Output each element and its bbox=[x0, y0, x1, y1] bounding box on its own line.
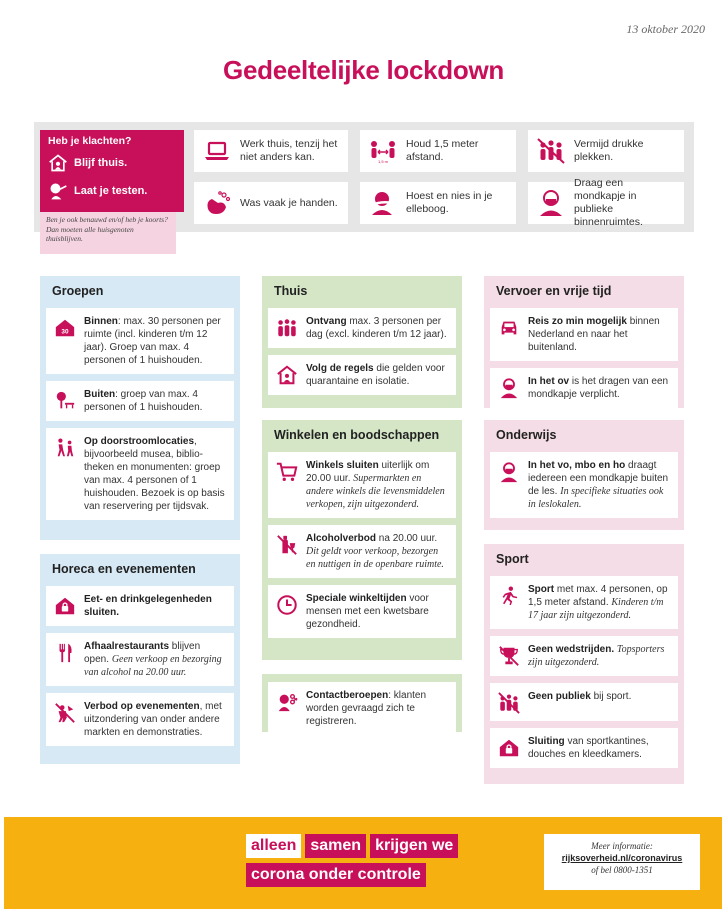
house-person-icon bbox=[48, 153, 68, 173]
runner-icon bbox=[498, 585, 520, 607]
avoid-crowds-text: Vermijd drukke plekken. bbox=[574, 138, 644, 163]
slogan-word: krijgen we bbox=[370, 834, 458, 858]
house-30-icon bbox=[54, 317, 76, 339]
face-mask-text: Draag een mondkapje in publieke binnenruimtes. bbox=[574, 177, 643, 228]
distance-card bbox=[360, 130, 516, 172]
list-item bbox=[490, 683, 678, 721]
wash-hands-text: Was vaak je handen. bbox=[240, 196, 338, 209]
list-item bbox=[46, 586, 234, 626]
slogan-word: samen bbox=[305, 834, 366, 858]
section-title: Sport bbox=[496, 552, 529, 566]
list-item bbox=[46, 381, 234, 421]
tree-bench-icon bbox=[54, 390, 76, 412]
distance-icon bbox=[368, 137, 398, 165]
house-outline-icon bbox=[276, 364, 298, 386]
info-phone: of bel 0800-1351 bbox=[591, 865, 653, 875]
item-text: Sluiting van sportkantines, douches en kleedkamers. bbox=[528, 736, 649, 760]
list-item bbox=[268, 682, 456, 735]
clock-icon bbox=[276, 594, 298, 616]
get-tested-row bbox=[48, 181, 176, 201]
work-home-card bbox=[194, 130, 348, 172]
closed-house-icon bbox=[54, 595, 76, 617]
avoid-crowds-card bbox=[528, 130, 684, 172]
item-text: Ontvang max. 3 personen per dag (excl. kinderen t/m 12 jaar). bbox=[306, 316, 447, 340]
shopping-cart-icon bbox=[276, 461, 298, 483]
distance-icon-label: 1,5 m bbox=[377, 159, 389, 164]
walking-people-icon bbox=[54, 437, 76, 459]
item-text: Volg de regels die gelden voor quarantaine en isolatie. bbox=[306, 363, 445, 387]
three-people-icon bbox=[276, 317, 298, 339]
hands-wash-icon bbox=[202, 189, 232, 217]
face-mask-icon bbox=[498, 461, 520, 483]
slogan-word: alleen bbox=[246, 834, 301, 858]
section-groepen bbox=[40, 276, 240, 540]
get-tested-label: Laat je testen. bbox=[74, 185, 148, 197]
item-text: Reis zo min mogelijk binnen Nederland en naar het buitenland. bbox=[528, 316, 660, 353]
test-swab-icon bbox=[48, 181, 68, 201]
list-item bbox=[490, 728, 678, 768]
item-text: Speciale winkeltijden voor mensen met een kwetsbare gezondheid. bbox=[306, 593, 429, 630]
item-text: Afhaalrestaurants blijven open. Geen verkoop en bezorging van alcohol na 20.00 uur. bbox=[84, 641, 222, 678]
cutlery-icon bbox=[54, 642, 76, 664]
date: 13 oktober 2020 bbox=[626, 22, 705, 36]
section-vervoer bbox=[484, 276, 684, 408]
list-item bbox=[268, 308, 456, 348]
list-item bbox=[46, 308, 234, 374]
stay-home-label: Blijf thuis. bbox=[74, 157, 128, 169]
car-icon bbox=[498, 317, 520, 339]
list-item bbox=[490, 308, 678, 361]
item-text: Sport met max. 4 personen, op 1,5 meter afstand. Kinderen t/m 17 jaar zijn uitgezonderd. bbox=[528, 584, 668, 621]
info-label: Meer informatie: bbox=[591, 841, 653, 851]
face-mask-card bbox=[528, 177, 684, 228]
list-item bbox=[46, 428, 234, 520]
cough-card bbox=[360, 182, 516, 224]
wash-hands-card bbox=[194, 182, 348, 224]
slogan bbox=[246, 834, 458, 892]
crowd-icon bbox=[536, 137, 566, 165]
complaints-header: Heb je klachten? bbox=[48, 135, 132, 147]
item-text: Alcoholverbod na 20.00 uur. Dit geldt voor verkoop, bezorgen en nuttigen in de openbare ruimte. bbox=[306, 533, 444, 570]
section-contactberoepen bbox=[262, 674, 462, 732]
list-item bbox=[268, 525, 456, 578]
list-item bbox=[268, 585, 456, 638]
list-item bbox=[46, 633, 234, 686]
item-text: In het ov is het dragen van een mondkapje verplicht. bbox=[528, 376, 669, 400]
section-thuis bbox=[262, 276, 462, 408]
section-horeca bbox=[40, 554, 240, 764]
page-title: Gedeeltelijke lockdown bbox=[223, 55, 504, 85]
info-link[interactable]: rijksoverheid.nl/coronavirus bbox=[561, 853, 683, 863]
closed-house-icon bbox=[498, 737, 520, 759]
no-trophy-icon bbox=[498, 645, 520, 667]
item-text: Buiten: groep van max. 4 personen of 1 huishouden. bbox=[84, 389, 203, 413]
item-text: Eet- en drinkgelegenheden sluiten. bbox=[84, 594, 212, 618]
laptop-icon bbox=[202, 137, 232, 165]
no-events-icon bbox=[54, 702, 76, 724]
section-title: Onderwijs bbox=[496, 428, 557, 442]
slogan-word: corona onder controle bbox=[246, 863, 426, 887]
list-item bbox=[490, 368, 678, 408]
hairdresser-icon bbox=[276, 691, 298, 713]
list-item bbox=[268, 452, 456, 518]
section-title: Thuis bbox=[274, 284, 308, 298]
work-home-text: Werk thuis, tenzij het niet anders kan. bbox=[240, 138, 338, 163]
list-item bbox=[490, 452, 678, 518]
no-alcohol-icon bbox=[276, 534, 298, 556]
section-winkelen bbox=[262, 420, 462, 660]
section-title: Winkelen en boodschappen bbox=[274, 428, 440, 442]
item-text: Winkels sluiten uiterlijk om 20.00 uur. Supermarkten en andere winkels die levensmiddelen verkopen, zijn uitgezonderd. bbox=[306, 460, 445, 510]
complaints-box bbox=[40, 130, 184, 212]
section-title: Groepen bbox=[52, 284, 104, 298]
no-crowd-icon bbox=[498, 692, 520, 714]
house-icon-label: 30 bbox=[61, 328, 69, 336]
section-sport bbox=[484, 544, 684, 784]
more-info-box bbox=[544, 834, 700, 890]
complaints-note: Ben je ook benauwd en/of heb je koorts? Dan moeten alle huisgenoten thuisblijven. bbox=[40, 212, 176, 254]
item-text: Verbod op evenementen, met uitzondering van onder andere markten en demonstraties. bbox=[84, 701, 222, 738]
item-text: Op doorstroomlocaties, bijvoorbeeld musea, bibliotheken en monumenten: groep van max. 4 personen of 1 huishouden. Bezoek is op basis van reservering per tijdsvak. bbox=[84, 436, 225, 512]
item-text: In het vo, mbo en ho draagt iedereen een mondkapje buiten de les. In specifieke situaties ook in leslokalen. bbox=[528, 460, 669, 510]
list-item bbox=[268, 355, 456, 395]
cough-text: Hoest en nies in je elleboog. bbox=[406, 190, 493, 215]
distance-text: Houd 1,5 meter afstand. bbox=[406, 138, 479, 163]
section-onderwijs bbox=[484, 420, 684, 530]
face-mask-icon bbox=[498, 377, 520, 399]
cough-elbow-icon bbox=[368, 189, 398, 217]
item-text: Geen wedstrijden. Topsporters zijn uitgezonderd. bbox=[528, 644, 665, 668]
item-text: Binnen: max. 30 personen per ruimte (incl. kinderen t/m 12 jaar). Groep van max. 4 personen of 1 huishouden. bbox=[84, 316, 221, 366]
item-text: Geen publiek bij sport. bbox=[528, 691, 632, 702]
stay-home-row bbox=[48, 153, 176, 173]
section-title: Vervoer en vrije tijd bbox=[496, 284, 612, 298]
list-item bbox=[490, 576, 678, 629]
list-item bbox=[490, 636, 678, 676]
face-mask-icon bbox=[536, 189, 566, 217]
list-item bbox=[46, 693, 234, 746]
item-text: Contactberoepen: klanten worden gevraagd zich te registreren. bbox=[306, 690, 427, 727]
section-title: Horeca en evenementen bbox=[52, 562, 196, 576]
